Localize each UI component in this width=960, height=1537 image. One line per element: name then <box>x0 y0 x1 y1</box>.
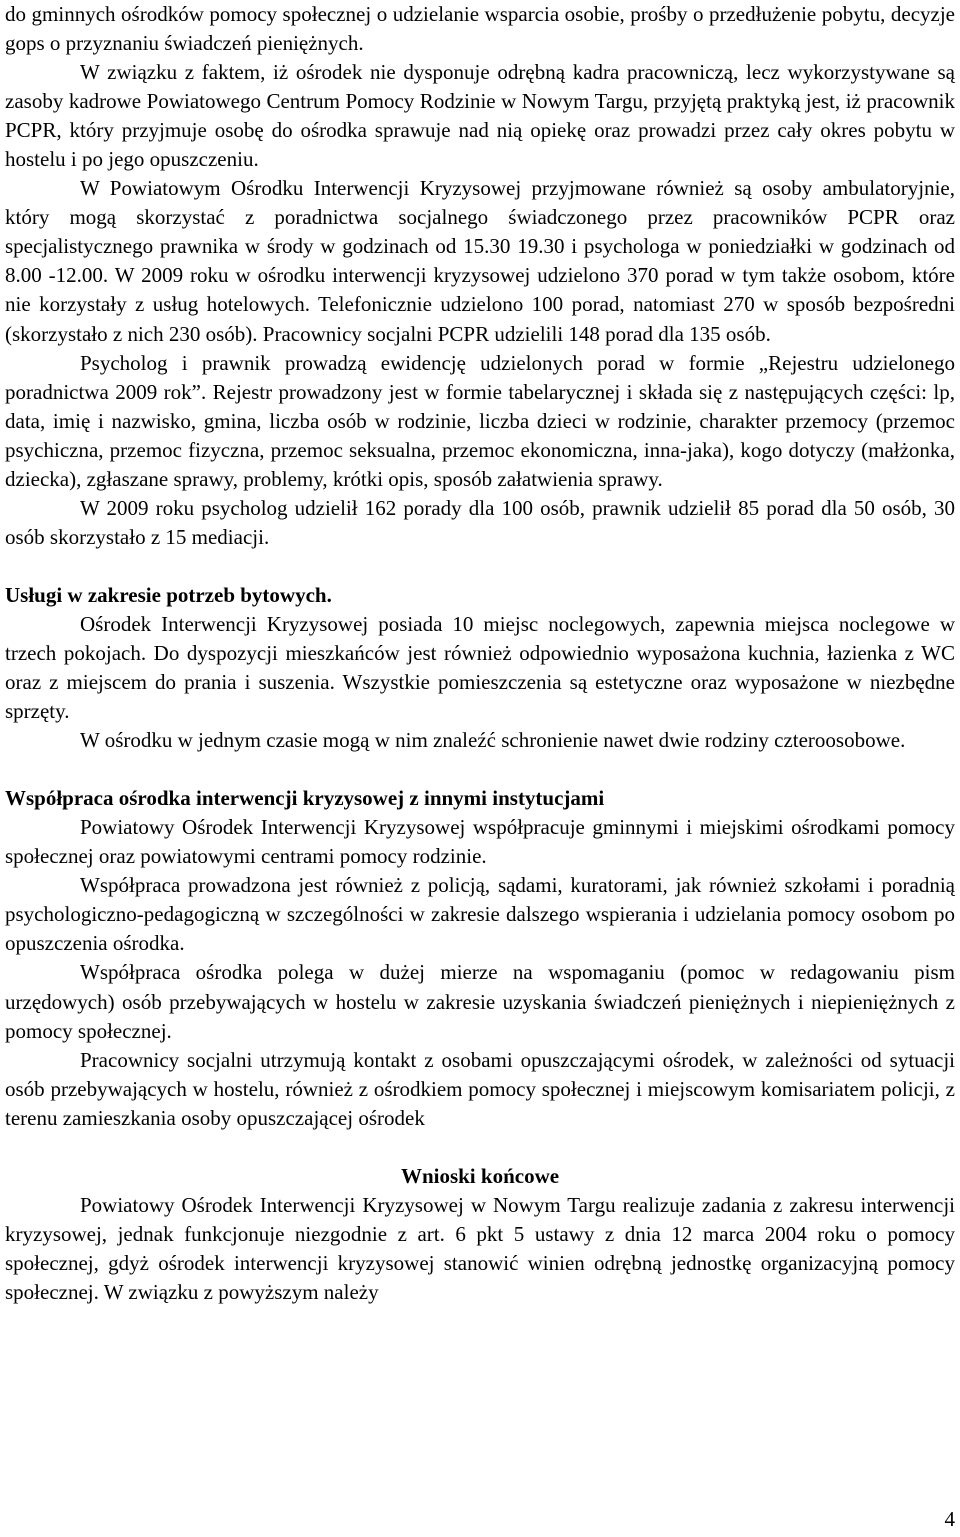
paragraph-advice-stats: W 2009 roku psycholog udzielił 162 porady dla 100 osób, prawnik udzielił 85 porad dla 50 osób, 30 osób skorzystało z 15 mediacji. <box>5 495 955 549</box>
heading-living-needs: Usługi w zakresie potrzeb bytowych. <box>5 582 332 607</box>
page-number: 4 <box>944 1507 955 1531</box>
paragraph-conclusions: Powiatowy Ośrodek Interwencji Kryzysowej w Nowym Targu realizuje zadania z zakresu interwencji kryzysowej, jednak funkcjonuje niezgodnie z art. 6 pkt 5 ustawy z dnia 12 marca 2004 roku o pomocy społecznej, gdyż ośrodek interwencji kryzysowej stanowić winien odrębną jednostkę organizacyjną pomocy społecznej. W związku z powyższym należy <box>5 1192 955 1304</box>
paragraph-register: Psycholog i prawnik prowadzą ewidencję udzielonych porad w formie „Rejestru udzielonego poradnictwa 2009 rok”. Rejestr prowadzony jest w formie tabelarycznej i składa się z następujących części: lp, data, imię i nazwisko, gmina, liczba osób w rodzinie, liczba dzieci w rodzinie, charakter przemocy (przemoc psychiczna, przemoc fizyczna, przemoc seksualna, przemoc ekonomiczna, inna-jaka), kogo dotyczy (małżonka, dziecka), zgłaszane sprawy, problemy, krótki opis, sposób załatwienia sprawy. <box>5 350 955 491</box>
heading-conclusions: Wnioski końcowe <box>400 1163 560 1188</box>
paragraph-cooperation-2: Współpraca prowadzona jest również z policją, sądami, kuratorami, jak również szkołami i poradnią psychologiczno-pedagogiczną w szczególności w zakresie dalszego wspierania i udzielania pomocy osobom po opuszczenia ośrodka. <box>5 873 955 956</box>
paragraph-cooperation-4: Pracownicy socjalni utrzymują kontakt z osobami opuszczającymi ośrodek, w zależności od sytuacji osób przebywających w hostelu, również z ośrodkiem pomocy społecznej i miejscowym komisariatem policji, z terenu zamieszkania osoby opuszczającej ośrodek <box>5 1047 955 1130</box>
spacer <box>5 552 955 581</box>
paragraph-staff: W związku z faktem, iż ośrodek nie dysponuje odrębną kadra pracowniczą, lecz wykorzystywane są zasoby kadrowe Powiatowego Centrum Pomocy Rodzinie w Nowym Targu, przyjętą praktyką jest, iż pracownik PCPR, który przyjmuje osobę do ośrodka sprawuje nad nią opiekę oraz prowadzi przez cały okres pobytu w hostelu i po jego opuszczeniu. <box>5 60 955 172</box>
document-page <box>5 0 955 1307</box>
spacer <box>5 1133 955 1162</box>
paragraph-ambulatory: W Powiatowym Ośrodku Interwencji Kryzysowej przyjmowane również są osoby ambulatoryjnie, który mogą skorzystać z poradnictwa socjalnego świadczonego przez pracowników PCPR oraz specjalistycznego prawnika w środy w godzinach od 15.30 19.30 i psychologa w poniedziałki w godzinach od 8.00 -12.00. W 2009 roku w ośrodku interwencji kryzysowej udzielono 370 porad w tym także osobom, które nie korzystały z usług hotelowych. Telefonicznie udzielono 100 porad, natomiast 270 w sposób bezpośredni (skorzystało z nich 230 osób). Pracownicy socjalni PCPR udzielili 148 porad dla 135 osób. <box>5 176 955 346</box>
heading-cooperation: Współpraca ośrodka interwencji kryzysowej z innymi instytucjami <box>5 786 605 811</box>
paragraph-families: W ośrodku w jednym czasie mogą w nim znaleźć schronienie nawet dwie rodziny czteroosobowe. <box>80 728 906 753</box>
paragraph-accommodation: Ośrodek Interwencji Kryzysowej posiada 10 miejsc noclegowych, zapewnia miejsca noclegowe w trzech pokojach. Do dyspozycji mieszkańców jest również odpowiednio wyposażona kuchnia, łazienka z WC oraz z miejscem do prania i suszenia. Wszystkie pomieszczenia są estetyczne oraz wyposażone w niezbędne sprzęty. <box>5 611 955 724</box>
paragraph-cooperation-1: Powiatowy Ośrodek Interwencji Kryzysowej współpracuje gminnymi i miejskimi ośrodkami pomocy społecznej oraz powiatowymi centrami pomocy rodzinie. <box>5 815 955 869</box>
paragraph-cooperation-3: Współpraca ośrodka polega w dużej mierze na wspomaganiu (pomoc w redagowaniu pism urzędowych) osób przebywających w hostelu w zakresie uzyskania świadczeń pieniężnych i niepieniężnych z pomocy społecznej. <box>5 960 955 1043</box>
spacer <box>5 755 955 784</box>
paragraph-continuation: do gminnych ośrodków pomocy społecznej o udzielanie wsparcia osobie, prośby o przedłużenie pobytu, decyzje gops o przyznaniu świadczeń pieniężnych. <box>5 2 955 56</box>
